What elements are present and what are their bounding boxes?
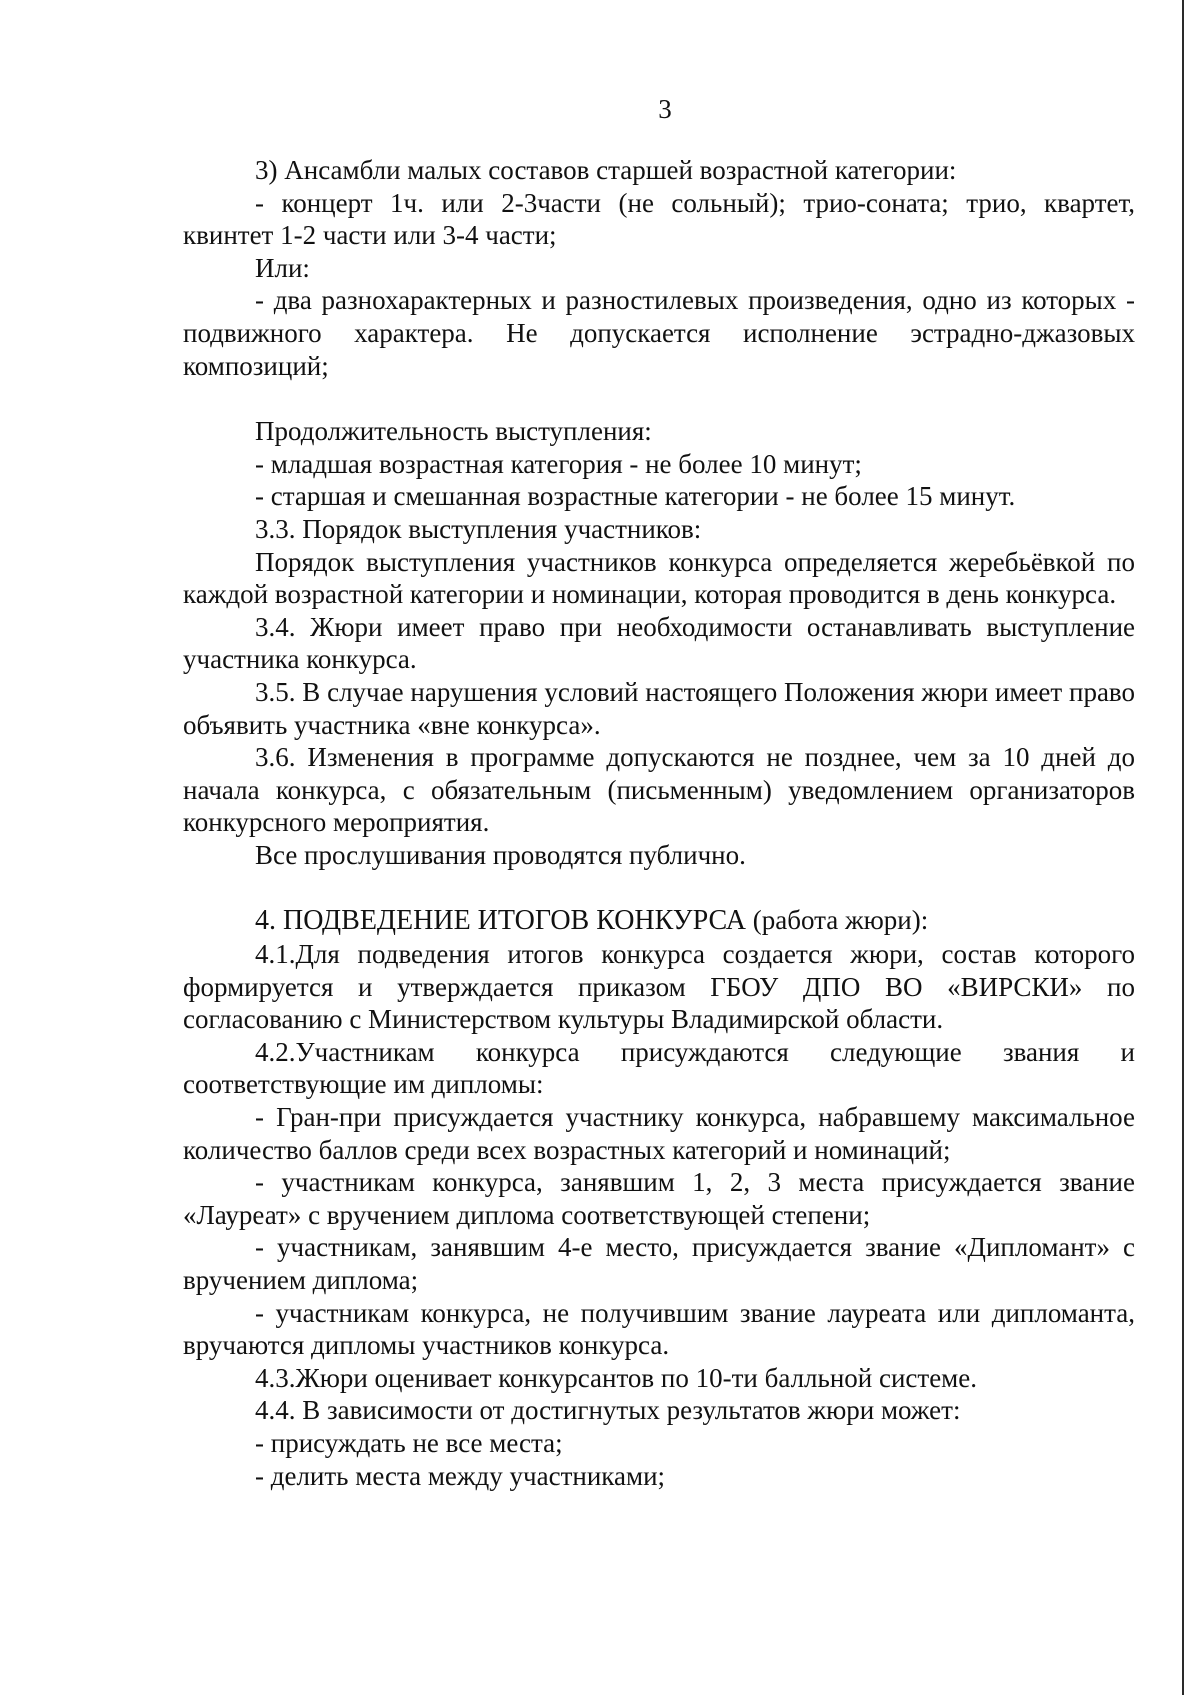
clause-4-1: 4.1.Для подведения итогов конкурса создается жюри, состав которого формируется и утверждается приказом ГБОУ ДПО ВО «ВИРСКИ» по согласованию с Министерством культуры Владимирской области.	[183, 939, 1135, 1035]
section-4-title: 4. ПОДВЕДЕНИЕ ИТОГОВ КОНКУРСА	[255, 905, 747, 937]
clause-3-6: 3.6. Изменения в программе допускаются не позднее, чем за 10 дней до начала конкурса, с обязательным (письменным) уведомлением организаторов конкурсного мероприятия.	[183, 742, 1135, 838]
public-hearing-note: Все прослушивания проводятся публично.	[255, 839, 746, 870]
section-4-heading	[183, 904, 1135, 938]
award-laureate: - участникам конкурса, занявшим 1, 2, 3 места присуждается звание «Лауреат» с вручением диплома соответствующей степени;	[183, 1167, 1135, 1230]
duration-senior: - старшая и смешанная возрастные категории - не более 15 минут.	[255, 481, 1016, 512]
award-diplomant: - участникам, занявшим 4-е место, присуждается звание «Дипломант» с вручением диплома;	[183, 1232, 1135, 1295]
page-edge-line	[1182, 0, 1184, 1695]
paragraph-gap	[183, 871, 1135, 904]
paragraph-gap	[183, 382, 1135, 415]
or-label: Или:	[255, 252, 310, 283]
clause-4-2: 4.2.Участникам конкурса присуждаются следующие звания и соответствующие им дипломы:	[183, 1036, 1135, 1100]
duration-heading: Продолжительность выступления:	[255, 416, 652, 447]
ensembles-heading: 3) Ансамбли малых составов старшей возрастной категории:	[255, 155, 957, 185]
section-4-subtitle: (работа жюри):	[746, 905, 929, 936]
document-body	[183, 154, 1135, 1492]
clause-4-3: 4.3.Жюри оценивает конкурсантов по 10-ти балльной системе.	[255, 1362, 977, 1393]
award-grand-prix: - Гран-при присуждается участнику конкурса, набравшему максимальное количество баллов среди всех возрастных категорий и номинаций;	[183, 1102, 1135, 1165]
page-number: 3	[658, 94, 672, 124]
clause-3-3-text: Порядок выступления участников конкурса определяется жеребьёвкой по каждой возрастной категории и номинации, которая проводится в день конкурса.	[183, 546, 1135, 610]
ensembles-item: - концерт 1ч. или 2-3части (не сольный); трио-соната; трио, квартет, квинтет 1-2 части или 3-4 части;	[183, 187, 1135, 251]
clause-4-4: 4.4. В зависимости от достигнутых результатов жюри может:	[255, 1395, 961, 1426]
two-pieces-item: - два разнохарактерных и разностилевых произведения, одно из которых - подвижного характера. Не допускается исполнение эстрадно-джазовых композиций;	[183, 285, 1135, 381]
clause-3-4: 3.4. Жюри имеет право при необходимости останавливать выступление участника конкурса.	[183, 611, 1135, 675]
clause-3-3-heading: 3.3. Порядок выступления участников:	[255, 513, 702, 544]
clause-3-5: 3.5. В случае нарушения условий настоящего Положения жюри имеет право объявить участника «вне конкурса».	[183, 676, 1135, 740]
jury-share-places: - делить места между участниками;	[255, 1460, 666, 1491]
jury-not-all-places: - присуждать не все места;	[255, 1427, 563, 1458]
award-participants: - участникам конкурса, не получившим звание лауреата или дипломанта, вручаются дипломы участников конкурса.	[183, 1297, 1135, 1361]
duration-junior: - младшая возрастная категория - не более 10 минут;	[255, 448, 862, 479]
